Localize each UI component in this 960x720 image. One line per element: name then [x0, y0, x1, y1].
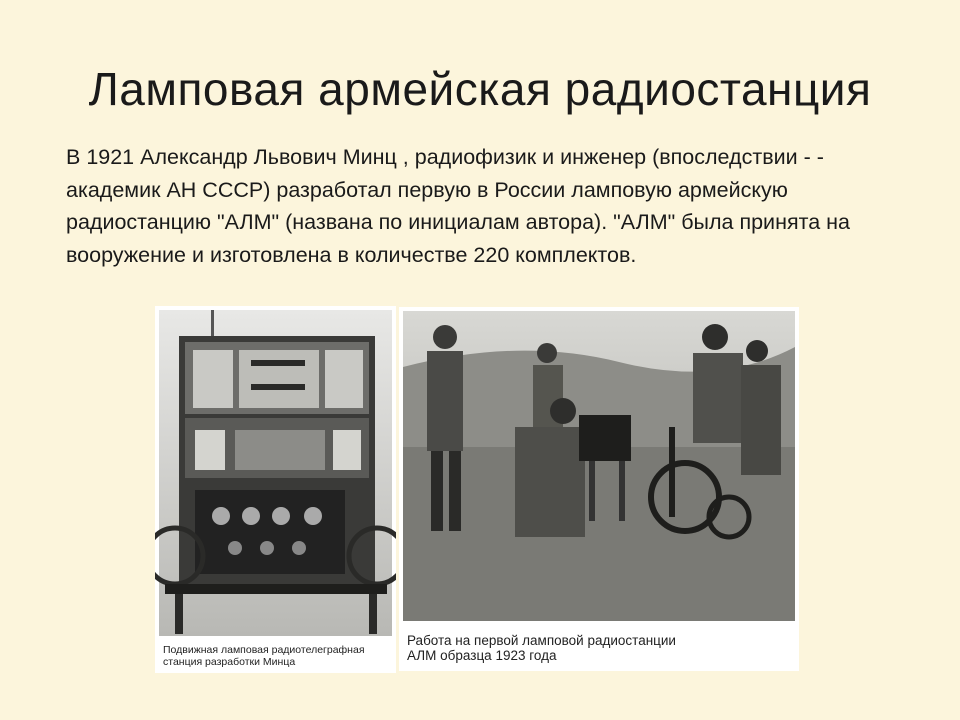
soldiers-illustration: [399, 307, 799, 671]
slide-paragraph: В 1921 Александр Львович Минц , радиофизик и инженер (впоследствии - - академик АН СССР) разработал первую в России ламповую армейскую радиостанцию "АЛМ" (названа по инициалам автора). "АЛМ" была принята на вооружение и изготовлена в количестве 220 комплектов.: [66, 145, 850, 267]
right-caption-line1: Работа на первой ламповой радиостанции: [407, 633, 676, 648]
left-caption-line2: станция разработки Минца: [163, 656, 296, 668]
radio-station-photo: [155, 306, 396, 673]
soldiers-operating-radio-photo: [399, 307, 799, 671]
left-photo-caption: [163, 644, 393, 668]
slide-title: Ламповая армейская радиостанция: [88, 63, 872, 115]
left-caption-line1: Подвижная ламповая радиотелеграфная: [163, 644, 365, 656]
right-caption-line2: АЛМ образца 1923 года: [407, 648, 557, 663]
right-photo-caption: [407, 633, 787, 663]
radio-station-illustration: [155, 306, 396, 673]
